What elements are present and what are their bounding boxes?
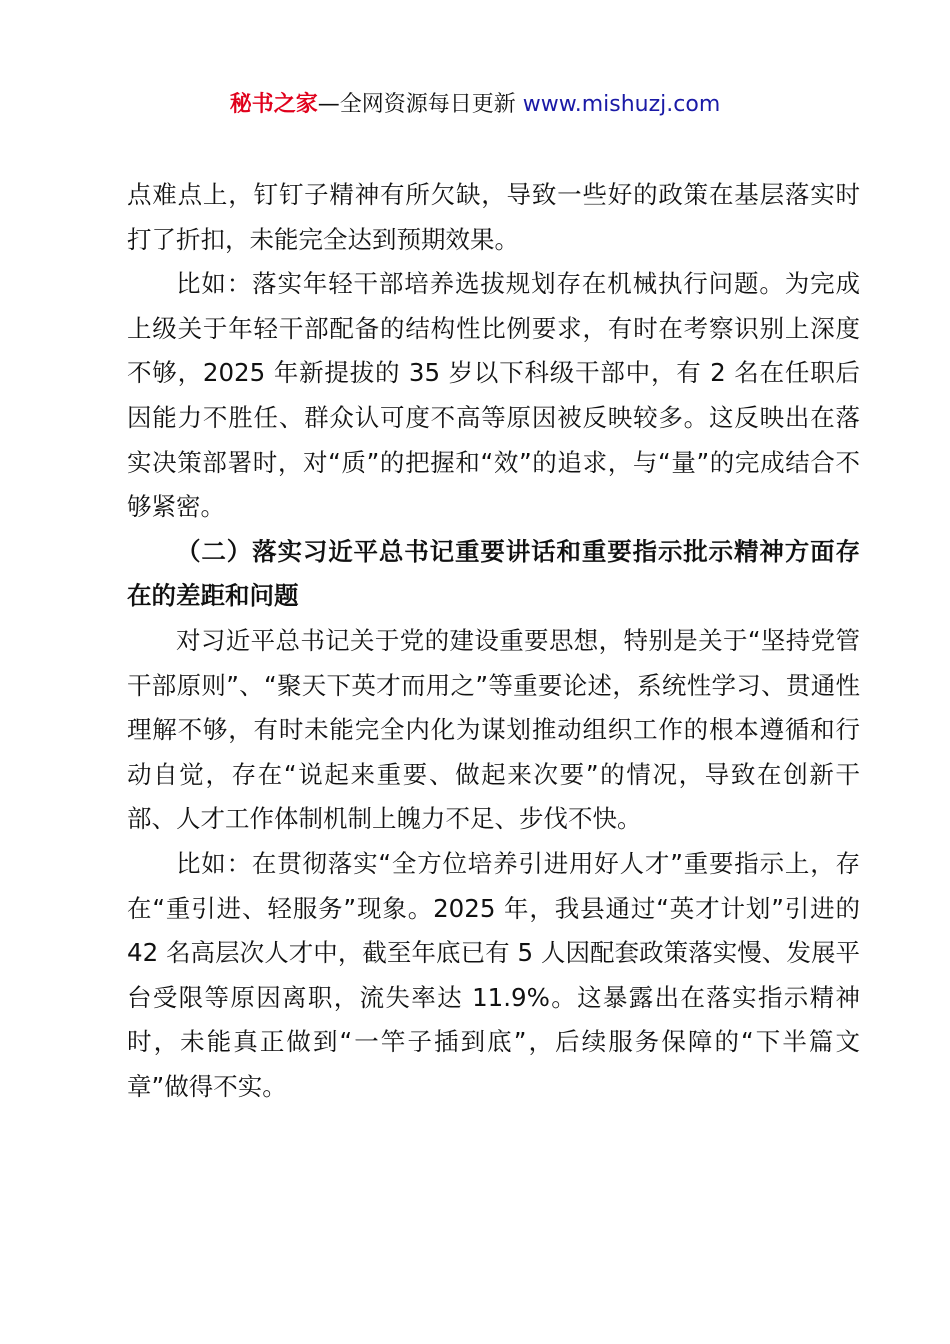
section-heading: （二）落实习近平总书记重要讲话和重要指示批示精神方面存在的差距和问题 — [127, 536, 860, 611]
paragraph-party-building: 对习近平总书记关于党的建设重要思想，特别是关于“坚持党管干部原则”、“聚天下英才而用之”等重要论述，系统性学习、贯通性理解不够，有时未能完全内化为谋划推动组织工作的根本遵循和行动自觉，存在“说起来重要、做起来次要”的情况，导致在创新干部、人才工作体制机制上魄力不足、步伐不快。 — [127, 625, 860, 834]
document-body — [127, 173, 860, 1109]
paragraph-example-talent: 比如：在贯彻落实“全方位培养引进用好人才”重要指示上，存在“重引进、轻服务”现象。2025 年，我县通过“英才计划”引进的 42 名高层次人才中，截至年底已有 5 人因配套政策落实慢、发展平台受限等原因离职，流失率达 11.9%。这暴露出在落实指示精神时，未能真正做到“一竿子插到底”，后续服务保障的“下半篇文章”做得不实。 — [127, 848, 860, 1101]
header-tagline: —全网资源每日更新 — [317, 92, 523, 117]
paragraph-continued: 点难点上，钉钉子精神有所欠缺，导致一些好的政策在基层落实时打了折扣，未能完全达到预期效果。 — [127, 180, 860, 254]
site-header — [0, 88, 950, 122]
site-url-link[interactable]: www.mishuzj.com — [522, 92, 721, 117]
brand-name: 秘书之家 — [229, 92, 318, 117]
paragraph-example-young-cadres: 比如：落实年轻干部培养选拔规划存在机械执行问题。为完成上级关于年轻干部配备的结构性比例要求，有时在考察识别上深度不够，2025 年新提拔的 35 岁以下科级干部中，有 2 名在任职后因能力不胜任、群众认可度不高等原因被反映较多。这反映出在落实决策部署时，对“质”的把握和“效”的追求，与“量”的完成结合不够紧密。 — [127, 269, 860, 522]
